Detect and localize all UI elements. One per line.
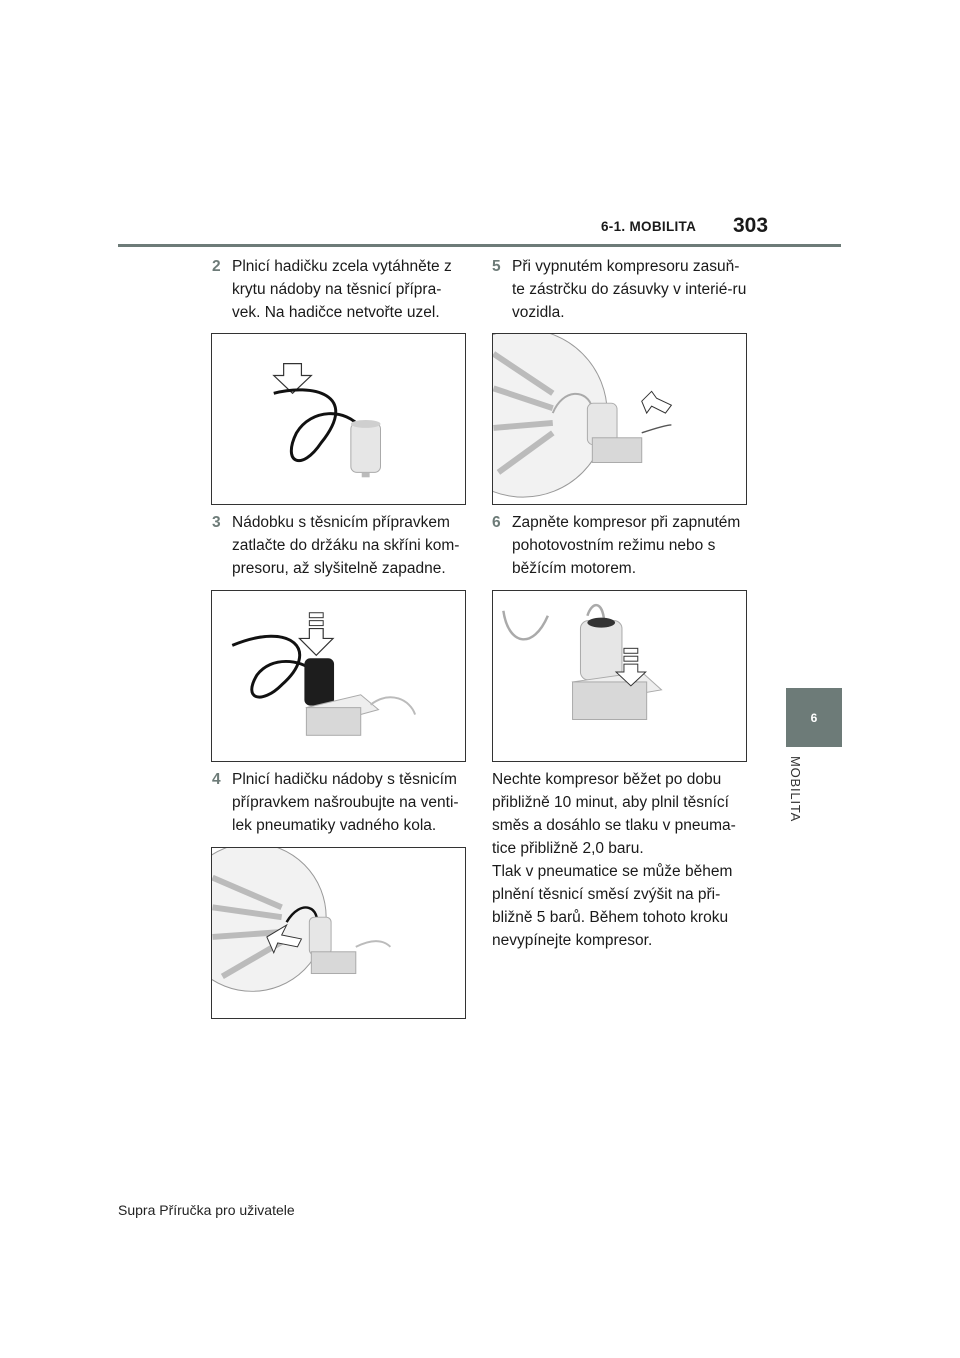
figure-canister-inserted [211, 590, 466, 762]
compressor-plug-illustration [493, 334, 746, 504]
figure-compressor-on [492, 590, 747, 762]
step-text: Při vypnutém kompresoru zasuň-te zástrčku do zásuvky v interié-ru vozidla. [512, 258, 747, 321]
wheel-valve-illustration [212, 848, 465, 1018]
paragraph-pressure-note: Tlak v pneumatice se může během plnění těsnicí směsí zvýšit na při-bližně 5 barů. Během tohoto kroku nevypínejte kompresor. [492, 863, 733, 949]
step-6 [492, 511, 752, 580]
figure-hose-on-valve [211, 847, 466, 1019]
compressor-running-illustration [493, 591, 746, 761]
step-2 [212, 255, 462, 324]
chapter-number: 6 [810, 710, 818, 725]
chapter-tab [786, 688, 842, 747]
step-4 [212, 768, 467, 837]
step-number: 3 [212, 514, 221, 531]
canister-compressor-illustration [212, 591, 465, 761]
header-divider [118, 244, 841, 247]
step-text: Zapněte kompresor při zapnutém pohotovostním režimu nebo s běžícím motorem. [512, 514, 741, 577]
step-number: 6 [492, 514, 501, 531]
step-number: 5 [492, 258, 501, 275]
step-number: 2 [212, 258, 221, 275]
paragraph-run-time: Nechte kompresor běžet po dobu přibližně 10 minut, aby plnil těsnící směs a dosáhlo se tlaku v pneuma-tice přibližně 2,0 baru. [492, 771, 736, 857]
figure-plug-in-socket [492, 333, 747, 505]
step-number: 4 [212, 771, 221, 788]
step-text: Nádobku s těsnicím přípravkem zatlačte do držáku na skříni kom-presoru, až slyšitelně zapadne. [232, 514, 460, 577]
page-number: 303 [733, 214, 769, 237]
arrow-icon [642, 391, 672, 413]
step-5 [492, 255, 752, 324]
chapter-label: MOBILITA [788, 756, 803, 823]
step-text: Plnicí hadičku nádoby s těsnicím přípravkem našroubujte na venti-lek pneumatiky vadného kola. [232, 771, 459, 834]
section-title: 6-1. MOBILITA [601, 219, 697, 234]
arrow-down-icon [299, 629, 333, 656]
step-text: Plnicí hadičku zcela vytáhněte z krytu nádoby na těsnicí přípra-vek. Na hadičce netvořte uzel. [232, 258, 452, 321]
step-3 [212, 511, 467, 580]
hose-canister-illustration [212, 334, 465, 504]
footer-manual-title: Supra Příručka pro uživatele [118, 1202, 295, 1218]
figure-hose-pulled-out [211, 333, 466, 505]
